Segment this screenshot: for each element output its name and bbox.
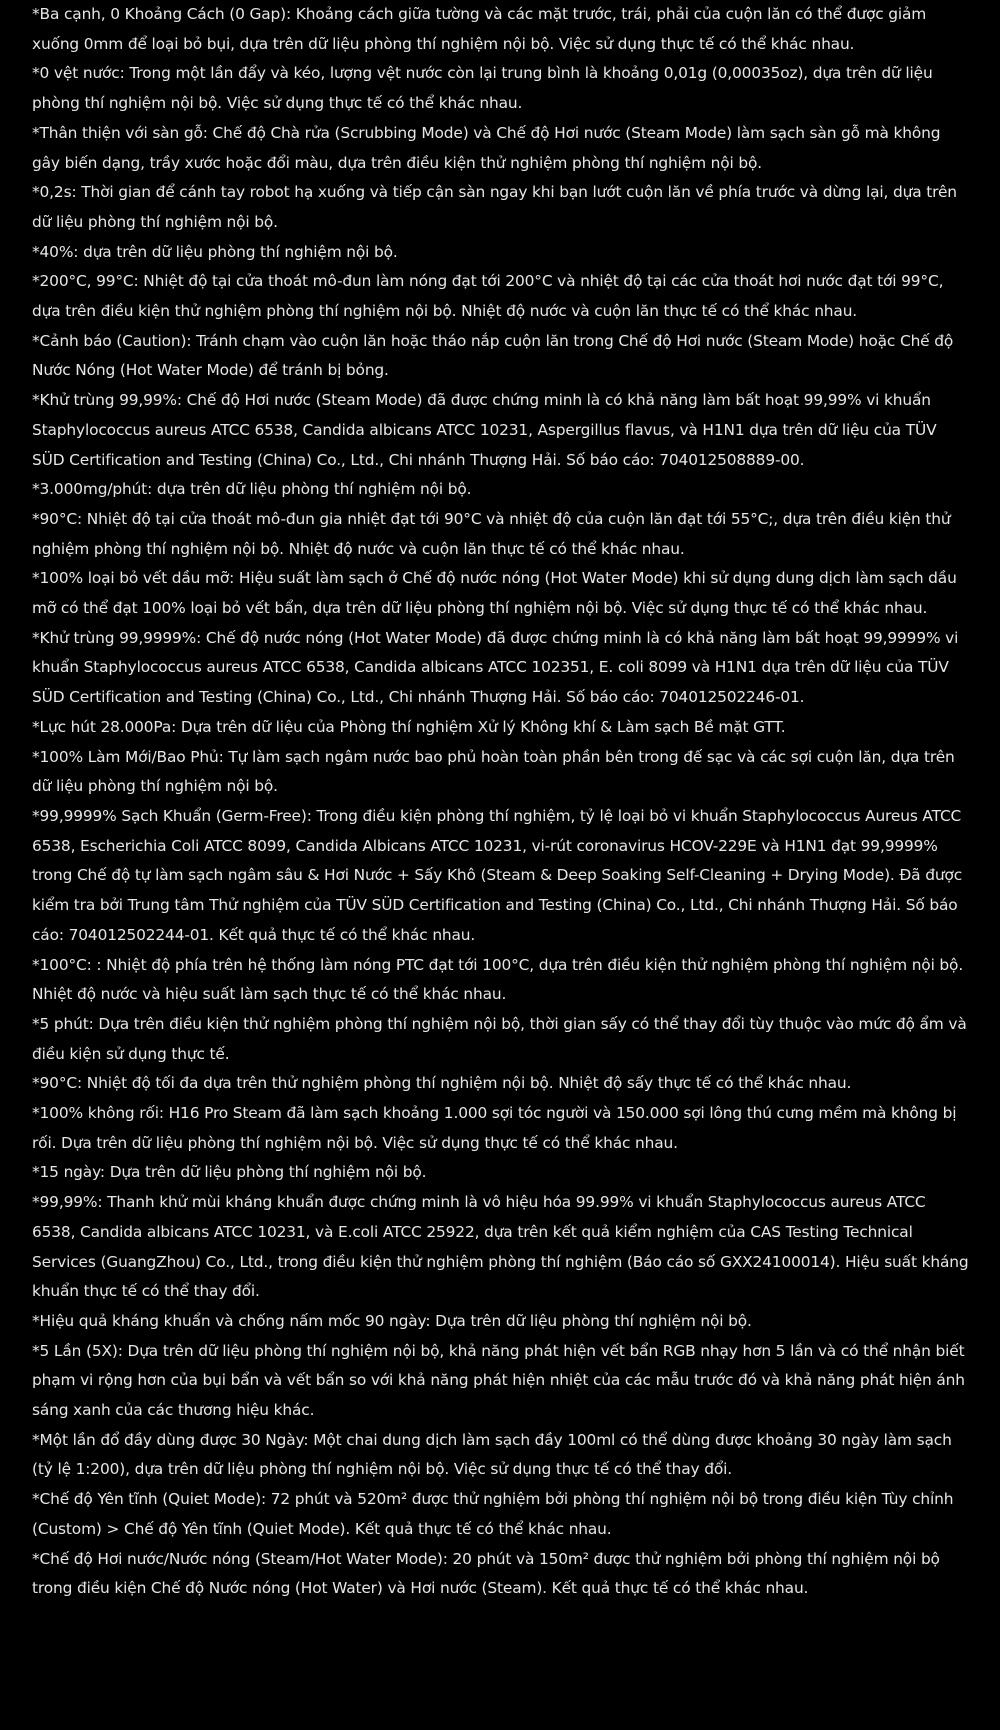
footnote-ptc-heating: *100°C: : Nhiệt độ phía trên hệ thống làm nóng PTC đạt tới 100°C, dựa trên điều kiện thử nghiệm phòng thí nghiệm nội bộ. Nhiệt độ nước và hiệu suất làm sạch thực tế có thể khác nhau. xyxy=(32,955,964,1004)
footnote-germ-free-self-cleaning: *99,9999% Sạch Khuẩn (Germ-Free): Trong điều kiện phòng thí nghiệm, tỷ lệ loại bỏ vi khuẩn Staphylococcus Aureus ATCC 6538, Escherichia Coli ATCC 8099, Candida Albicans ATCC 10231, vi-rút coronavirus HCOV-229E và H1N1 đạt 99,9999% trong Chế độ tự làm sạch ngâm sâu & Hơi Nước + Sấy Khô (Steam & Deep Soaking Self-Cleaning + Drying Mode). Đã được kiểm tra bởi Trung tâm Thử nghiệm của TÜV SÜD Certification and Testing (China) Co., Ltd., Chi nhánh Thượng Hải. Số báo cáo: 704012502244-01. Kết quả thực tế có thể khác nhau. xyxy=(32,806,963,944)
footnote-hot-water-temperature: *90°C: Nhiệt độ tại cửa thoát mô-đun gia nhiệt đạt tới 90°C và nhiệt độ của cuộn lăn đạt tới 55°C;, dựa trên điều kiện thử nghiệm phòng thí nghiệm nội bộ. Nhiệt độ nước và cuộn lăn thực tế có thể khác nhau. xyxy=(32,509,951,558)
footnote-burn-caution: *Cảnh báo (Caution): Tránh chạm vào cuộn lăn hoặc tháo nắp cuộn lăn trong Chế độ Hơi nước (Steam Mode) hoặc Chế độ Nước Nóng (Hot Water Mode) để tránh bị bỏng. xyxy=(32,331,954,380)
footnote-three-sides-zero-gap: *Ba cạnh, 0 Khoảng Cách (0 Gap): Khoảng cách giữa tường và các mặt trước, trái, phải của cuộn lăn có thể được giảm xuống 0mm để loại bỏ bụi, dựa trên dữ liệu phòng thí nghiệm nội bộ. Việc sử dụng thực tế có thể khác nhau. xyxy=(32,5,927,53)
footnote-rgb-dirt-detection: *5 Lần (5X): Dựa trên dữ liệu phòng thí nghiệm nội bộ, khả năng phát hiện vết bẩn RGB nhạy hơn 5 lần và có thể nhận biết phạm vi rộng hơn của bụi bẩn và vết bẩn so với khả năng phát hiện nhiệt của các mẫu trước đó và khả năng phát hiện ánh sáng xanh của các thương hiệu khác. xyxy=(32,1341,965,1420)
footnote-quiet-mode-runtime: *Chế độ Yên tĩnh (Quiet Mode): 72 phút và 520m² được thử nghiệm bởi phòng thí nghiệm nội bộ trong điều kiện Tùy chỉnh (Custom) > Chế độ Yên tĩnh (Quiet Mode). Kết quả thực tế có thể khác nhau. xyxy=(32,1490,954,1538)
footnote-drying-temperature: *90°C: Nhiệt độ tối đa dựa trên thử nghiệm phòng thí nghiệm nội bộ. Nhiệt độ sấy thực tế có thể khác nhau. xyxy=(32,1074,852,1093)
footnote-tangle-free: *100% không rối: H16 Pro Steam đã làm sạch khoảng 1.000 sợi tóc người và 150.000 sợi lông thú cưng mềm mà không bị rối. Dựa trên dữ liệu phòng thí nghiệm nội bộ. Việc sử dụng thực tế có thể khác nhau. xyxy=(32,1104,957,1152)
footnote-deodorizing-bar: *99,99%: Thanh khử mùi kháng khuẩn được chứng minh là vô hiệu hóa 99.99% vi khuẩn Staphylococcus aureus ATCC 6538, Candida albicans ATCC 10231, và E.coli ATCC 25922, dựa trên kết quả kiểm nghiệm của CAS Testing Technical Services (GuangZhou) Co., Ltd., trong điều kiện thử nghiệm phòng thí nghiệm (Báo cáo số GXX24100014). Hiệu suất kháng khuẩn thực tế có thể thay đổi. xyxy=(32,1193,969,1301)
footnote-fifteen-days: *15 ngày: Dựa trên dữ liệu phòng thí nghiệm nội bộ. xyxy=(32,1163,427,1182)
footnote-steam-temperature: *200°C, 99°C: Nhiệt độ tại cửa thoát mô-đun làm nóng đạt tới 200°C và nhiệt độ tại các cửa thoát hơi nước đạt tới 99°C, dựa trên điều kiện thử nghiệm phòng thí nghiệm nội bộ. Nhiệt độ nước và cuộn lăn thực tế có thể khác nhau. xyxy=(32,272,944,321)
footnote-robot-arm-timing: *0,2s: Thời gian để cánh tay robot hạ xuống và tiếp cận sàn ngay khi bạn lướt cuộn lăn về phía trước và dừng lại, dựa trên dữ liệu phòng thí nghiệm nội bộ. xyxy=(32,183,957,231)
footnote-hot-water-sterilization: *Khử trùng 99,9999%: Chế độ nước nóng (Hot Water Mode) đã được chứng minh là có khả năng làm bất hoạt 99,9999% vi khuẩn Staphylococcus aureus ATCC 6538, Candida albicans ATCC 102351, E. coli 8099 và H1N1 dựa trên dữ liệu của TÜV SÜD Certification and Testing (China) Co., Ltd., Chi nhánh Thượng Hải. Số báo cáo: 704012502246-01. xyxy=(32,628,959,707)
footnote-suction-power: *Lực hút 28.000Pa: Dựa trên dữ liệu của Phòng thí nghiệm Xử lý Không khí & Làm sạch Bề mặt GTT. xyxy=(32,717,786,736)
footnote-zero-water-streak: *0 vệt nước: Trong một lần đẩy và kéo, lượng vệt nước còn lại trung bình là khoảng 0,01g (0,00035oz), dựa trên dữ liệu phòng thí nghiệm nội bộ. Việc sử dụng thực tế có thể khác nhau. xyxy=(32,64,933,113)
footnote-solution-refill: *Một lần đổ đầy dùng được 30 Ngày: Một chai dung dịch làm sạch đầy 100ml có thể dùng được khoảng 30 ngày làm sạch (tỷ lệ 1:200), dựa trên dữ liệu phòng thí nghiệm nội bộ. Việc sử dụng thực tế có thể thay đổi. xyxy=(32,1430,952,1479)
footnote-wood-floor-friendly: *Thân thiện với sàn gỗ: Chế độ Chà rửa (Scrubbing Mode) và Chế độ Hơi nước (Steam Mode) làm sạch sàn gỗ mà không gây biến dạng, trầy xước hoặc đổi màu, dựa trên điều kiện thử nghiệm phòng thí nghiệm nội bộ. xyxy=(32,123,941,172)
footnote-forty-percent: *40%: dựa trên dữ liệu phòng thí nghiệm nội bộ. xyxy=(32,242,398,261)
footnote-drying-time: *5 phút: Dựa trên điều kiện thử nghiệm phòng thí nghiệm nội bộ, thời gian sấy có thể thay đổi tùy thuộc vào mức độ ẩm và điều kiện sử dụng thực tế. xyxy=(32,1014,967,1063)
footnote-full-coverage-refresh: *100% Làm Mới/Bao Phủ: Tự làm sạch ngâm nước bao phủ hoàn toàn phần bên trong đế sạc và các sợi cuộn lăn, dựa trên dữ liệu phòng thí nghiệm nội bộ. xyxy=(32,747,955,796)
footnote-antibacterial-90-days: *Hiệu quả kháng khuẩn và chống nấm mốc 90 ngày: Dựa trên dữ liệu phòng thí nghiệm nội bộ. xyxy=(32,1311,752,1330)
footnote-steam-hot-water-runtime: *Chế độ Hơi nước/Nước nóng (Steam/Hot Water Mode): 20 phút và 150m² được thử nghiệm bởi phòng thí nghiệm nội bộ trong điều kiện Chế độ Nước nóng (Hot Water) và Hơi nước (Steam). Kết quả thực tế có thể khác nhau. xyxy=(32,1549,940,1598)
footnote-grease-removal: *100% loại bỏ vết dầu mỡ: Hiệu suất làm sạch ở Chế độ nước nóng (Hot Water Mode) khi sử dụng dung dịch làm sạch dầu mỡ có thể đạt 100% loại bỏ vết bẩn, dựa trên dữ liệu phòng thí nghiệm nội bộ. Việc sử dụng thực tế có thể khác nhau. xyxy=(32,569,957,618)
footnote-steam-output-rate: *3.000mg/phút: dựa trên dữ liệu phòng thí nghiệm nội bộ. xyxy=(32,480,472,499)
footnote-steam-sterilization: *Khử trùng 99,99%: Chế độ Hơi nước (Steam Mode) đã được chứng minh là có khả năng làm bất hoạt 99,99% vi khuẩn Staphylococcus aureus ATCC 6538, Candida albicans ATCC 10231, Aspergillus flavus, và H1N1 dựa trên dữ liệu của TÜV SÜD Certification and Testing (China) Co., Ltd., Chi nhánh Thượng Hải. Số báo cáo: 704012508889-00. xyxy=(32,391,937,469)
